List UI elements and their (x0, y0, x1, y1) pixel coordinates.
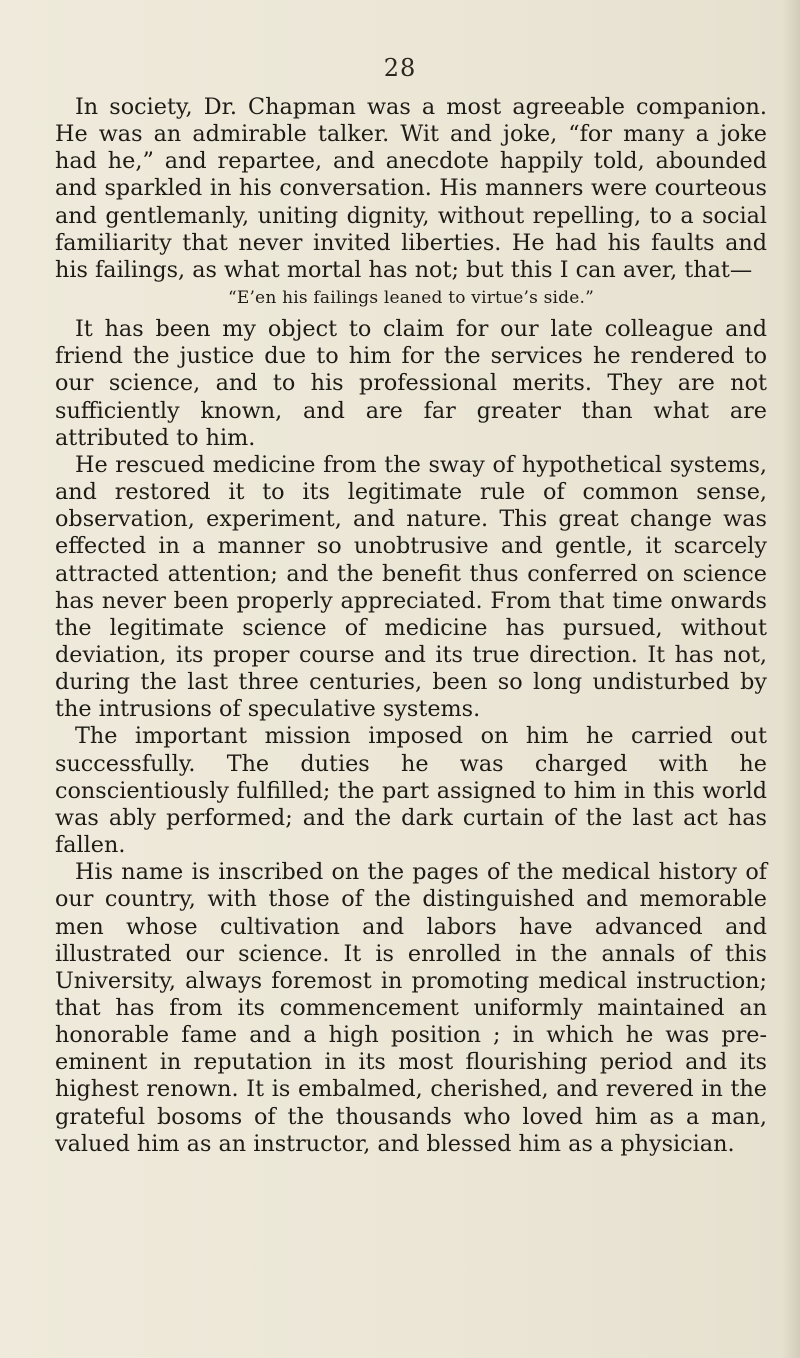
page-edge-shadow (782, 0, 800, 1358)
paragraph-name-inscribed: His name is inscribed on the pages of the medical history of our country, with those of the distinguished and memorable men whose cultivation and labors have advanced and illustrated our science. It is enrolled in the annals of this University, always foremost in promoting medical instruction; that has from its commencement uniformly maintained an honorable fame and a high position ; in which he was pre-eminent in reputation in its most flourishing period and its highest renown. It is embalmed, cherished, and revered in the grateful bosoms of the thousands who loved him as a man, valued him as an instructor, and blessed him as a physician. (55, 859, 767, 1157)
paragraph-conversation: In society, Dr. Chapman was a most agreeable companion. He was an admirable talker. Wit and joke, “for many a joke had he,” and repartee, and anecdote happily told, abounded and sparkled in his conversation. His manners were courteous and gentlemanly, uniting dignity, without repelling, to a social familiarity that never invited liberties. He had his faults and his failings, as what mortal has not; but this I can aver, that— (55, 94, 767, 283)
body-text (55, 94, 767, 1158)
paragraph-mission: The important mission imposed on him he carried out successfully. The duties he was charged with he conscientiously fulfilled; the part assigned to him in this world was ably performed; and the dark curtain of the last act has fallen. (55, 723, 767, 859)
paragraph-object-to-claim: It has been my object to claim for our late colleague and friend the justice due to him for the services he rendered to our science, and to his professional merits. They are not sufficiently known, and are far greater than what are attributed to him. (55, 316, 767, 451)
quotation-line: “E’en his failings leaned to virtue’s side.” (227, 288, 595, 309)
paragraph-rescued-medicine: He rescued medicine from the sway of hypothetical systems, and restored it to its legitimate rule of common sense, observation, experiment, and nature. This great change was effected in a manner so unobtrusive and gentle, it scarcely attracted attention; and the benefit thus conferred on science has never been properly appreciated. From that time onwards the legitimate science of medicine has pursued, without deviation, its proper course and its true direction. It has not, during the last three centuries, been so long undisturbed by the intrusions of speculative systems. (55, 451, 767, 723)
page-number: 28 (383, 54, 417, 82)
